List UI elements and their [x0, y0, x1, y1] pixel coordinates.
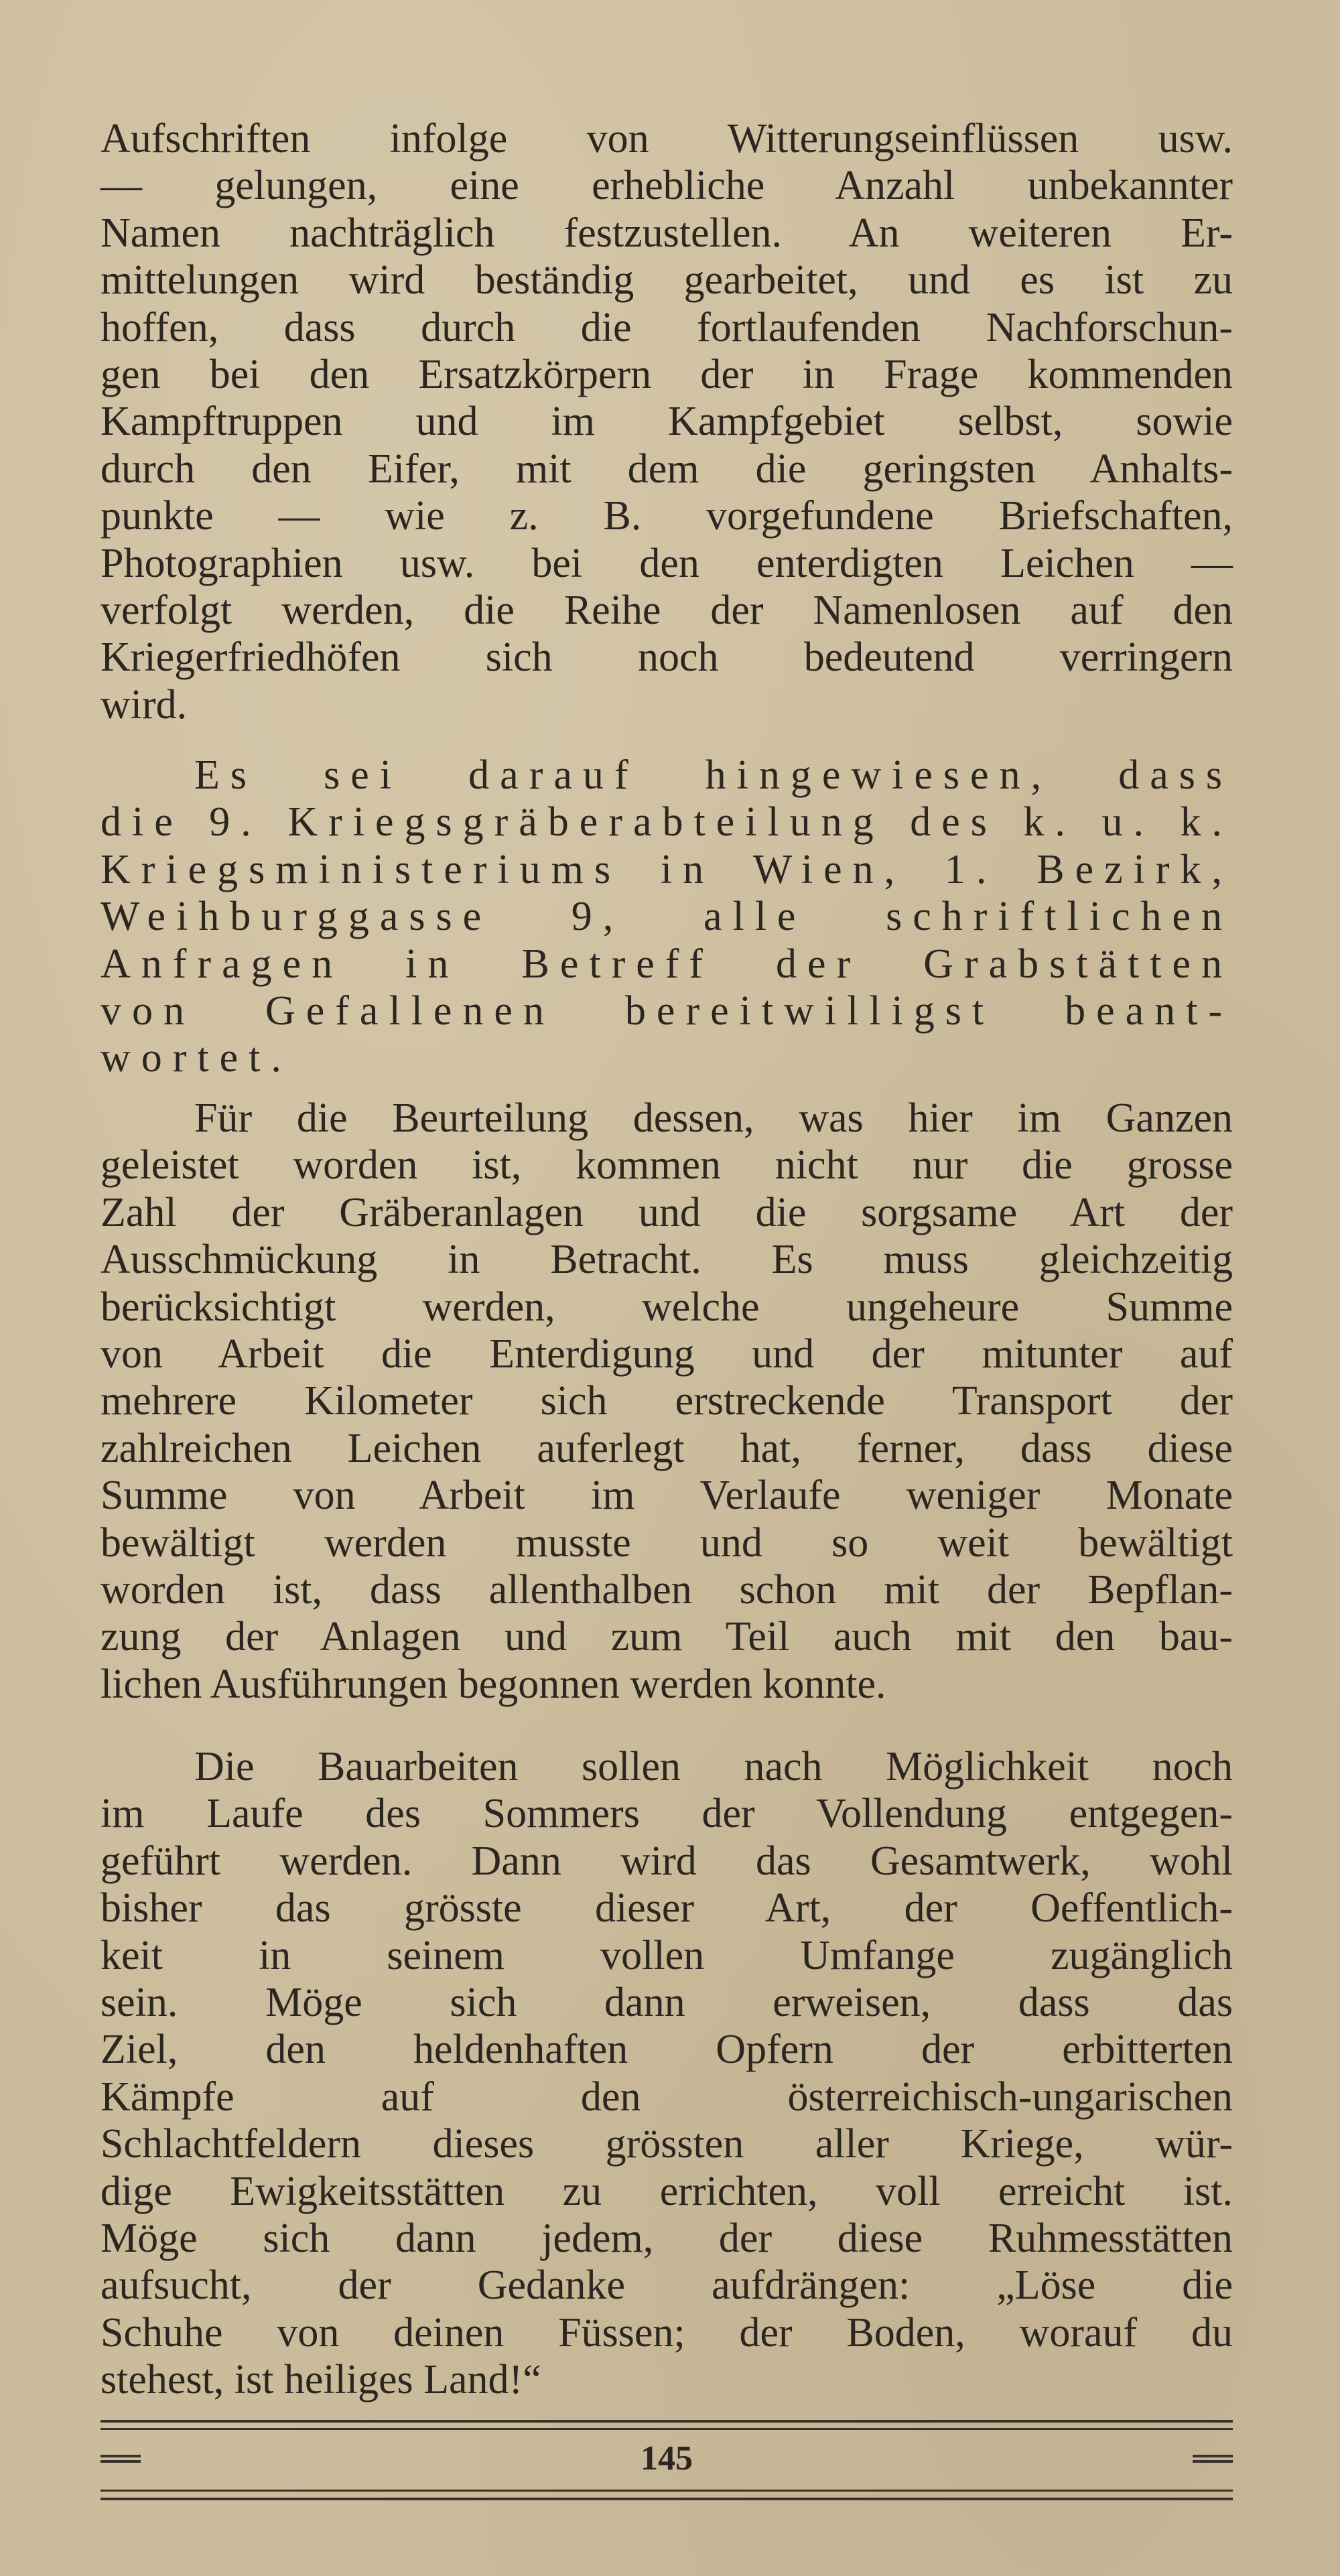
text-line: zahlreichen Leichen auferlegt hat, ferner, dass diese [100, 1425, 1233, 1471]
text-line: keit in seinem vollen Umfange zugänglich [100, 1932, 1233, 1978]
text-line: von Arbeit die Enterdigung und der mitunter auf [100, 1331, 1233, 1377]
text-line: Kampftruppen und im Kampfgebiet selbst, sowie [100, 399, 1233, 445]
text-line: dige Ewigkeitsstätten zu errichten, voll erreicht ist. [100, 2168, 1233, 2214]
text-line: Kriegerfriedhöfen sich noch bedeutend verringern [100, 634, 1233, 681]
text-line: Es sei darauf hingewiesen, dass [194, 752, 1233, 798]
text-line: Für die Beurteilung dessen, was hier im Ganzen [194, 1095, 1233, 1141]
text-line: Aufschriften infolge von Witterungseinflüssen usw. [100, 116, 1233, 161]
text-line: hoffen, dass durch die fortlaufenden Nachforschun- [100, 304, 1233, 350]
text-line: Schuhe von deinen Füssen; der Boden, worauf du [100, 2309, 1233, 2356]
text-line: sein. Möge sich dann erweisen, dass das [100, 1979, 1233, 2025]
text-line: mehrere Kilometer sich erstreckende Transport der [100, 1378, 1233, 1424]
text-line: wird. [100, 681, 188, 728]
text-line: Zahl der Gräberanlagen und die sorgsame Art der [100, 1189, 1233, 1235]
text-line: die 9. Kriegsgräberabteilung des k. u. k. [100, 799, 1233, 845]
paragraph-2-spaced [100, 752, 1233, 1082]
text-line: Weihburggasse 9, alle schriftlichen [100, 894, 1233, 940]
text-line: Ausschmückung in Betracht. Es muss gleichzeitig [100, 1237, 1233, 1283]
text-line: zung der Anlagen und zum Teil auch mit den bau- [100, 1614, 1233, 1660]
text-line: Anfragen in Betreff der Grabstätten [100, 941, 1233, 987]
text-line: durch den Eifer, mit dem die geringsten Anhalts- [100, 446, 1233, 492]
text-line: Kämpfe auf den österreichisch-ungarischen [100, 2074, 1233, 2120]
text-line: worden ist, dass allenthalben schon mit der Bepflan- [100, 1566, 1233, 1613]
paragraph-3 [100, 1095, 1233, 1708]
footer-rule-top [100, 2420, 1233, 2423]
footer-ornament-right [1193, 2455, 1233, 2463]
text-line: von Gefallenen bereitwilligst beant- [100, 988, 1233, 1034]
text-line: Schlachtfeldern dieses grössten aller Kriege, wür- [100, 2121, 1233, 2167]
paragraph-4 [100, 1743, 1233, 2403]
text-line: Namen nachträglich festzustellen. An weiteren Er- [100, 210, 1233, 256]
text-line: Photographien usw. bei den enterdigten Leichen — [100, 540, 1233, 586]
text-line: mittelungen wird beständig gearbeitet, und es ist zu [100, 257, 1233, 303]
page-number: 145 [641, 2439, 693, 2478]
text-line: Ziel, den heldenhaften Opfern der erbitterten [100, 2027, 1233, 2073]
paragraph-1 [100, 115, 1233, 728]
text-line: lichen Ausführungen begonnen werden konnte. [100, 1661, 886, 1707]
text-line: berücksichtigt werden, welche ungeheure Summe [100, 1284, 1233, 1330]
text-line: verfolgt werden, die Reihe der Namenlosen auf den [100, 587, 1233, 633]
text-line: geführt werden. Dann wird das Gesamtwerk, wohl [100, 1838, 1233, 1884]
text-line: stehest, ist heiliges Land!“ [100, 2357, 541, 2403]
text-line: Kriegsministeriums in Wien, 1. Bezirk, [100, 846, 1233, 892]
footer-rule-bottom-thin [100, 2490, 1233, 2492]
footer-rule-top-thin [100, 2428, 1233, 2430]
text-line: im Laufe des Sommers der Vollendung entgegen- [100, 1791, 1233, 1837]
text-line: bewältigt werden musste und so weit bewältigt [100, 1519, 1233, 1566]
text-line: aufsucht, der Gedanke aufdrängen: „Löse die [100, 2262, 1233, 2309]
text-line: Möge sich dann jedem, der diese Ruhmesstätten [100, 2215, 1233, 2261]
text-line: bisher das grösste dieser Art, der Oeffentlich- [100, 1885, 1233, 1931]
text-line: — gelungen, eine erhebliche Anzahl unbekannter [100, 163, 1233, 209]
page-footer [100, 2439, 1233, 2479]
footer-rule-bottom [100, 2498, 1233, 2500]
text-line: Die Bauarbeiten sollen nach Möglichkeit noch [194, 1744, 1233, 1789]
text-line: gen bei den Ersatzkörpern der in Frage kommenden [100, 351, 1233, 397]
text-line: punkte — wie z. B. vorgefundene Briefschaften, [100, 493, 1233, 539]
text-line: geleistet worden ist, kommen nicht nur die grosse [100, 1142, 1233, 1189]
text-line: wortet. [100, 1035, 292, 1081]
text-line: Summe von Arbeit im Verlaufe weniger Monate [100, 1473, 1233, 1519]
